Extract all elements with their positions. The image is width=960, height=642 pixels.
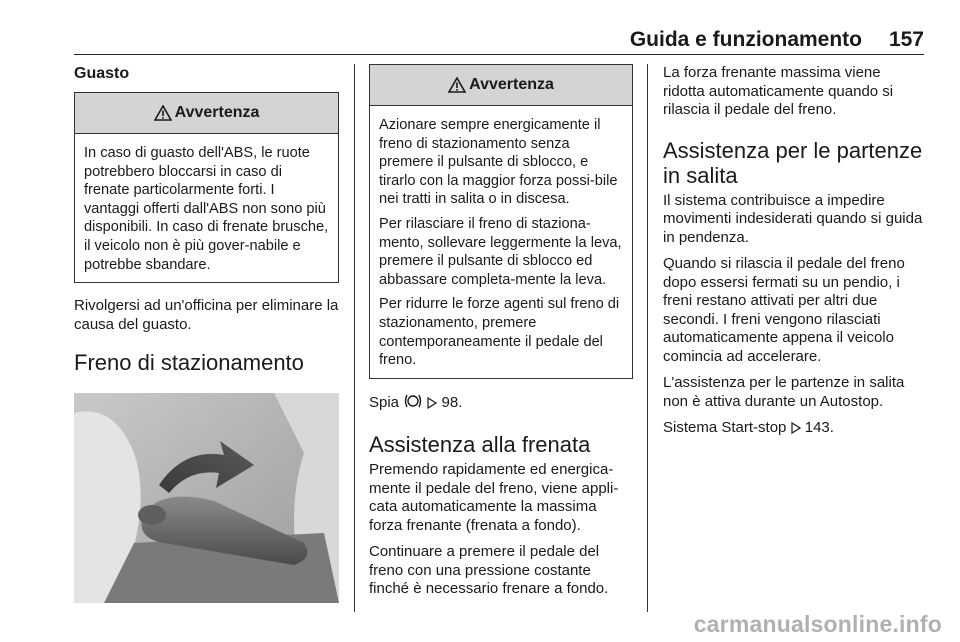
heading-assistenza-frenata: Assistenza alla frenata — [369, 432, 591, 458]
page-reference-arrow-icon — [427, 397, 437, 409]
column-1 — [74, 64, 339, 608]
paragraph: Il sistema contribuisce a impedire movimenti indesiderati quando si guida in pendenza. — [663, 191, 923, 246]
watermark: carmanualsonline.info — [693, 611, 942, 637]
heading-freno-stazionamento: Freno di stazionamento — [74, 350, 304, 376]
warning-triangle-icon — [448, 77, 466, 93]
warning-text: In caso di guasto dell'ABS, le ruote potrebbero bloccarsi in caso di frenate particolarmente forti. I vantaggi offerti dall'ABS non sono più disponibili. In caso di frenate brusche, il veicolo non è più gover-nabile e potrebbe sbandare. — [84, 145, 329, 273]
subheading-guasto: Guasto — [74, 65, 130, 82]
ref-label: Sistema Start-stop — [663, 419, 787, 436]
page-reference-arrow-icon — [791, 422, 801, 434]
column-divider — [647, 64, 648, 612]
warning-triangle-icon — [154, 105, 172, 121]
warning-title: Avvertenza — [469, 76, 554, 93]
column-2 — [369, 64, 633, 607]
paragraph: La forza frenante massima viene ridotta automaticamente quando si rilascia il pedale del freno. — [663, 64, 894, 118]
warning-box — [74, 92, 339, 283]
paragraph: L'assistenza per le partenze in salita non è attiva durante un Autostop. — [663, 374, 905, 410]
page-header — [74, 28, 924, 55]
column-3 — [663, 64, 926, 446]
section-title: Guida e funzionamento — [629, 28, 862, 51]
warning-box — [369, 64, 633, 379]
paragraph: Continuare a premere il pedale del freno con una pressione costante finché è necessario frenare a fondo. — [369, 543, 609, 598]
ref-page[interactable]: 143. — [804, 419, 834, 436]
warning-paragraph: Per ridurre le forze agenti sul freno di stazionamento, premere contemporaneamente il pedale del freno. — [379, 296, 620, 369]
spia-reference — [369, 393, 633, 413]
start-stop-reference — [663, 419, 926, 438]
spia-label: Spia — [369, 393, 400, 411]
paragraph: Rivolgersi ad un'officina per eliminare la causa del guasto. — [74, 297, 339, 333]
page-number: 157 — [888, 28, 924, 51]
warning-header — [370, 65, 632, 106]
parking-brake-illustration — [74, 393, 339, 603]
column-divider — [354, 64, 355, 612]
paragraph: Premendo rapidamente ed energica-mente il pedale del freno, viene appli-cata automaticamente la massima forza frenante (frenata a fondo). — [369, 461, 619, 534]
warning-paragraph: Azionare sempre energicamente il freno di stazionamento senza premere il pulsante di sblocco, e tirarlo con la maggior forza possi-bile nei tratti in salita o in discesa. — [379, 117, 618, 208]
warning-header — [75, 93, 338, 134]
parking-brake-warning-icon — [403, 393, 423, 409]
spia-page-ref[interactable]: 98. — [441, 393, 463, 411]
warning-paragraph: Per rilasciare il freno di staziona-mento, sollevare leggermente la leva, premere il pulsante di sblocco ed abbassare completa-mente la leva. — [379, 215, 622, 288]
warning-title: Avvertenza — [174, 104, 260, 121]
heading-assistenza-partenze: Assistenza per le partenze in salita — [663, 137, 923, 188]
paragraph: Quando si rilascia il pedale del freno dopo essersi fermati su un pendio, i freni restano attivati per altri due secondi. I freni vengono rilasciati automaticamente appena il veicolo comincia ad accelerare. — [663, 255, 905, 365]
